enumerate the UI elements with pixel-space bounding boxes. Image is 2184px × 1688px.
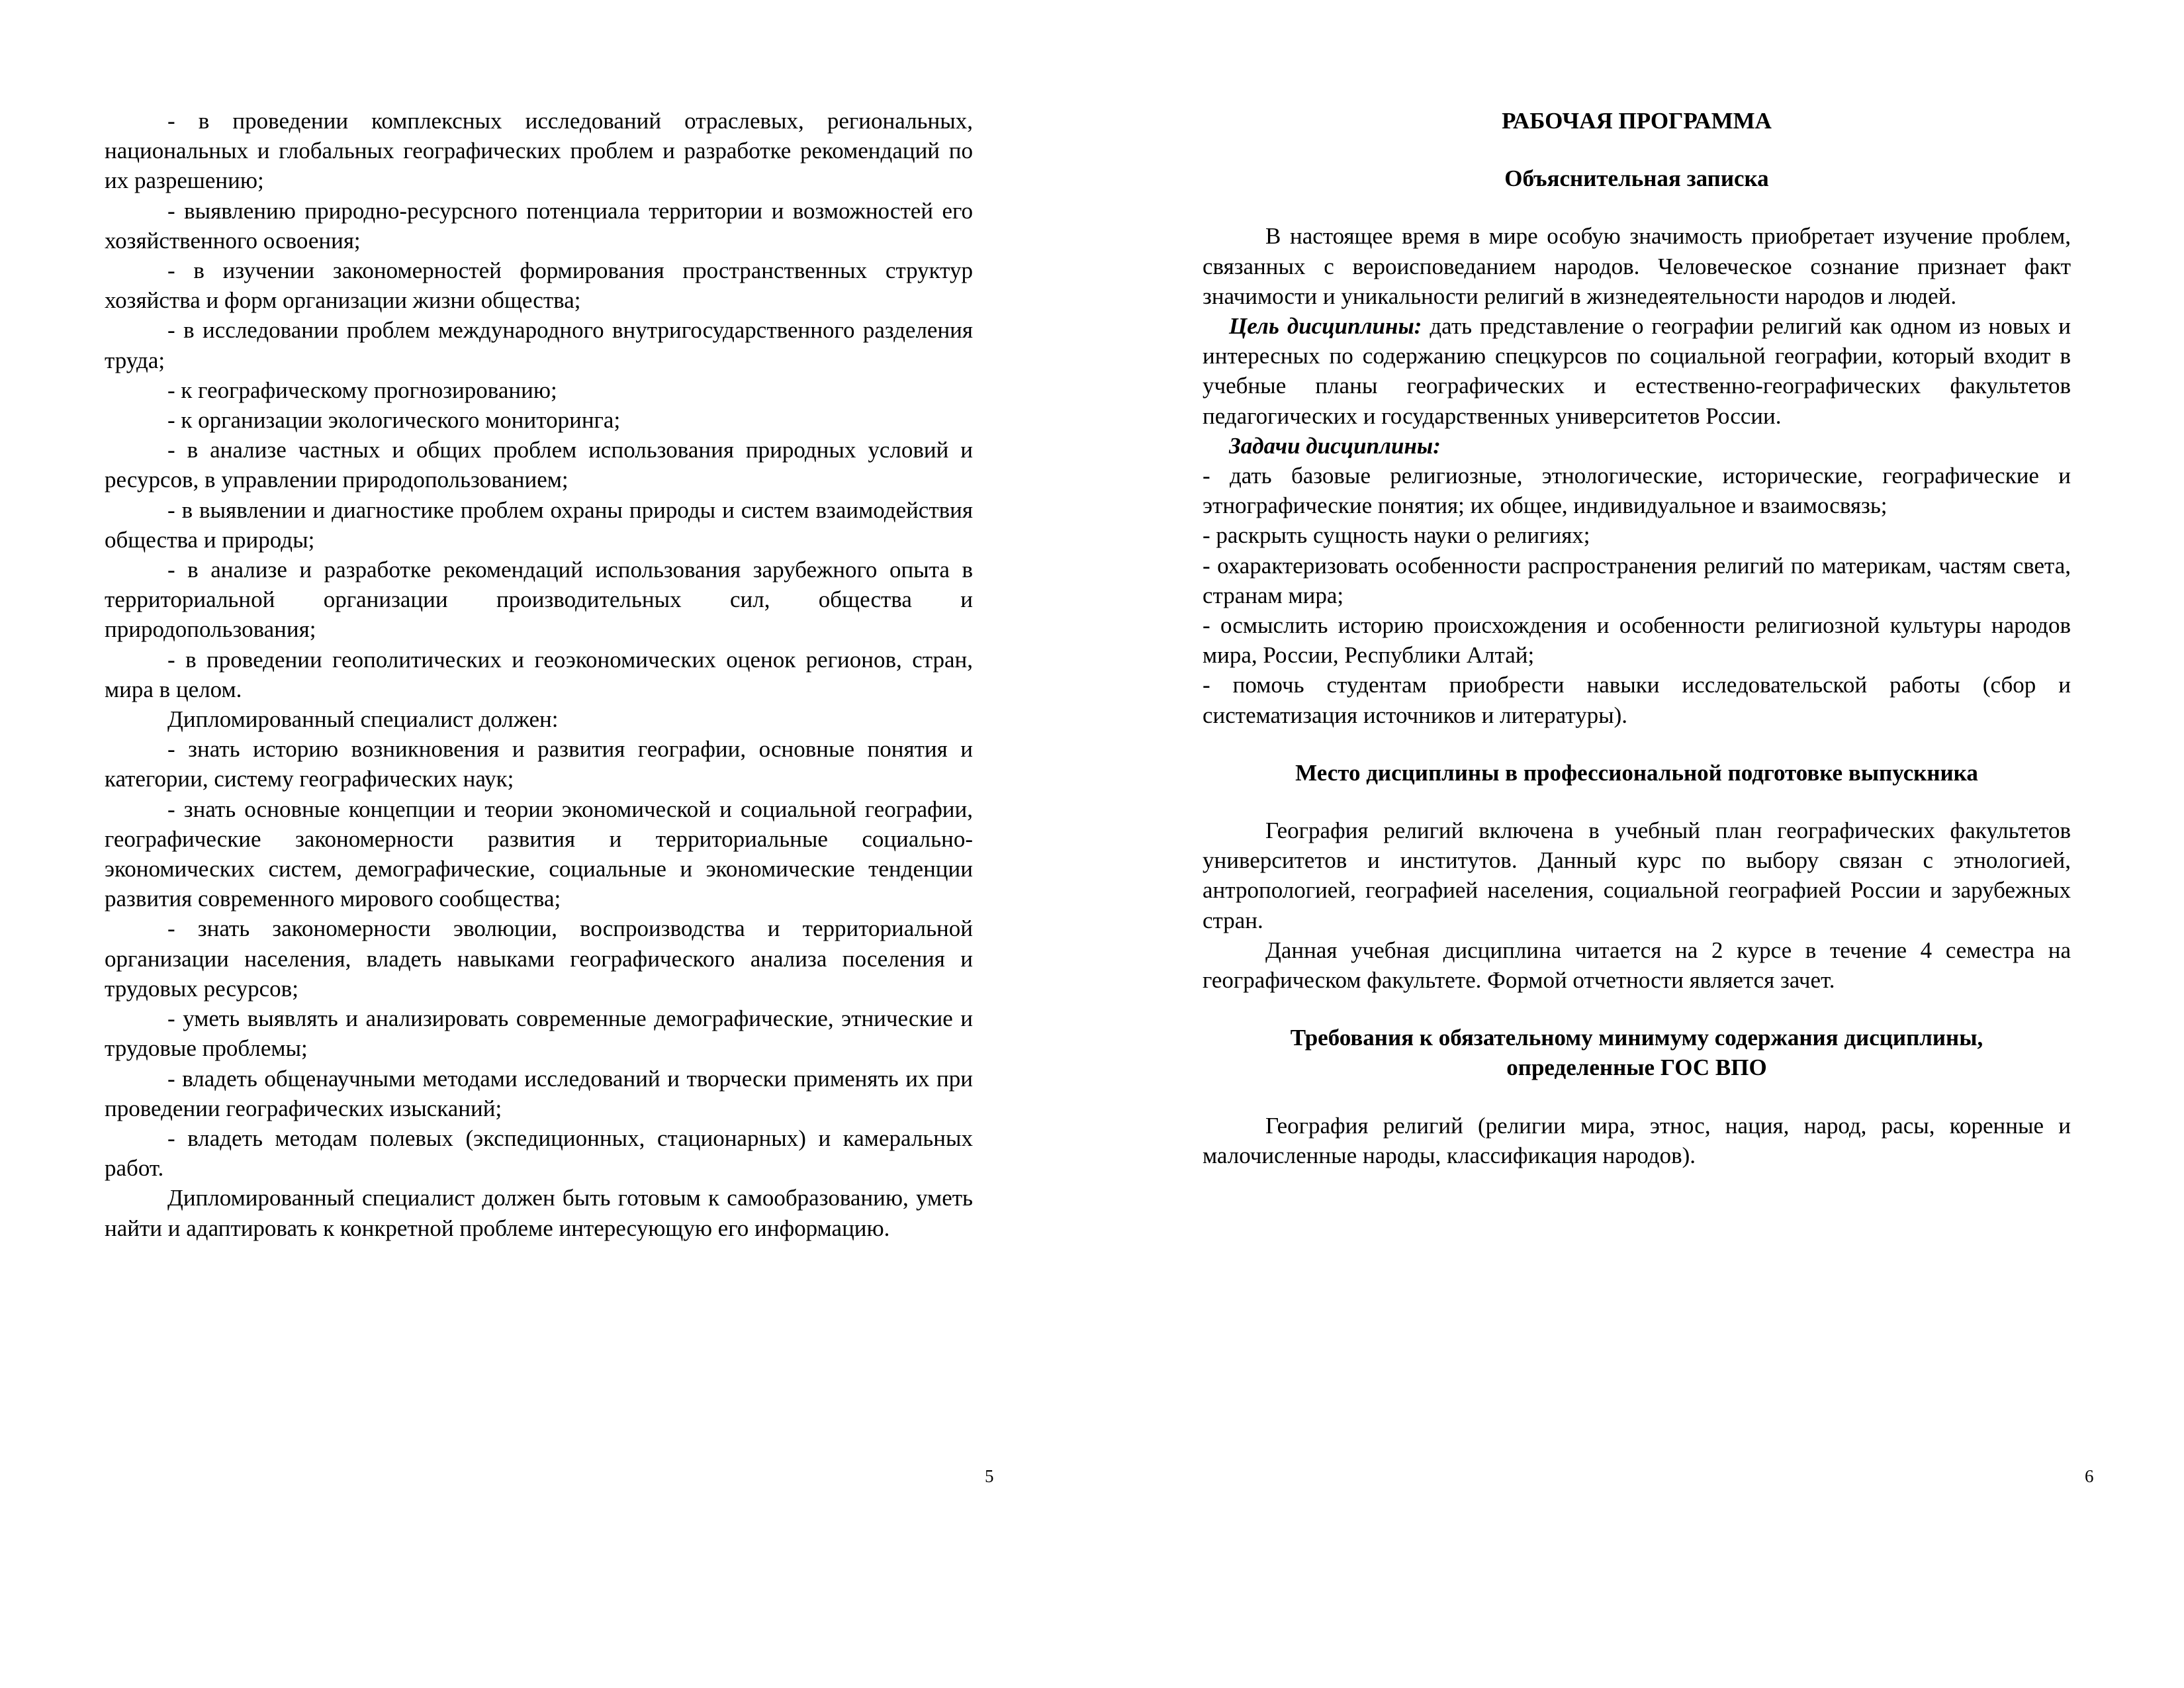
goal-label: Цель дисциплины: [1229, 313, 1422, 340]
section-heading: определенные ГОС ВПО [1506, 1055, 1767, 1081]
document-title: РАБОЧАЯ ПРОГРАММА [1502, 108, 1772, 134]
task-item: - помочь студентам приобрести навыки исследовательской работы (сбор и систематизация источников и литературы). [1203, 672, 2071, 728]
goal-paragraph [1203, 311, 2071, 431]
paragraph: - к организации экологического мониторинга; [167, 407, 621, 434]
paragraph: - уметь выявлять и анализировать современные демографические, этнические и трудовые проблемы; [105, 1006, 973, 1062]
paragraph: География религий (религии мира, этнос, нация, народ, расы, коренные и малочисленные народы, классификация народов). [1203, 1112, 2071, 1168]
paragraph: - в проведении геополитических и геоэкономических оценок регионов, стран, мира в целом. [105, 646, 973, 702]
right-page [1092, 0, 2184, 1688]
paragraph: - в анализе и разработке рекомендаций использования зарубежного опыта в территориальной организации производительных сил, общества и природопользования; [105, 557, 973, 643]
paragraph: - знать закономерности эволюции, воспроизводства и территориальной организации населения, владеть навыками географического анализа поселения и трудовых ресурсов; [105, 915, 973, 1002]
right-page-text [1203, 106, 2071, 1170]
tasks-label: Задачи дисциплины: [1229, 432, 1441, 459]
intro-paragraph: В настоящее время в мире особую значимость приобретает изучение проблем, связанных с вероисповеданием народов. Человеческое сознание признает факт значимости и уникальности религий в жизнедеятельности народов и людей. [1203, 223, 2071, 309]
paragraph: - выявлению природно-ресурсного потенциала территории и возможностей его хозяйственного освоения; [105, 197, 973, 254]
goal-text: дать представление о географии религий как одном из новых и интересных по содержанию спецкурсов по социальной географии, который входит в учебные планы географических и естественно-географических факультетов педагогических и государственных университетов России. [1203, 313, 2071, 429]
page-number: 5 [985, 1466, 994, 1486]
paragraph: - в изучении закономерностей формирования пространственных структур хозяйства и форм организации жизни общества; [105, 258, 973, 314]
page-number: 6 [2085, 1466, 2094, 1486]
task-item: - дать базовые религиозные, этнологические, исторические, географические и этнографические понятия; их общее, индивидуальное и взаимосвязь; [1203, 463, 2071, 519]
paragraph: Дипломированный специалист должен: [167, 706, 559, 733]
section-heading: Требования к обязательному минимуму содержания дисциплины, [1290, 1025, 1983, 1051]
paragraph: - знать историю возникновения и развития географии, основные понятия и категории, систему географических наук; [105, 736, 973, 792]
paragraph: - в исследовании проблем международного внутригосударственного разделения труда; [105, 317, 973, 373]
paragraph: - владеть методам полевых (экспедиционных, стационарных) и камеральных работ. [105, 1125, 973, 1182]
paragraph: География религий включена в учебный план географических факультетов университетов и институтов. Данный курс по выбору связан с этнологией, антропологией, географией населения, социальной географией России и зарубежных стран. [1203, 818, 2071, 933]
paragraph: - к географическому прогнозированию; [167, 377, 557, 403]
paragraph: Данная учебная дисциплина читается на 2 курсе в течение 4 семестра на географическом факультете. Формой отчетности является зачет. [1203, 937, 2071, 994]
task-item: - осмыслить историю происхождения и особенности религиозной культуры народов мира, России, Республики Алтай; [1203, 612, 2071, 669]
paragraph: - в проведении комплексных исследований отраслевых, региональных, национальных и глобальных географических проблем и разработке рекомендаций по их разрешению; [105, 108, 973, 194]
paragraph: - знать основные концепции и теории экономической и социальной географии, географические закономерности развития и территориальные социально-экономических систем, демографические, социальные и экономические тенденции развития современного мирового сообщества; [105, 796, 973, 912]
task-item: - охарактеризовать особенности распространения религий по материкам, частям света, странам мира; [1203, 552, 2071, 608]
paragraph: - в анализе частных и общих проблем использования природных условий и ресурсов, в управлении природопользованием; [105, 437, 973, 493]
section-heading: Объяснительная записка [1504, 165, 1769, 192]
left-page-text [105, 106, 973, 1243]
section-heading: Место дисциплины в профессиональной подготовке выпускника [1295, 759, 1978, 786]
paragraph: - в выявлении и диагностике проблем охраны природы и систем взаимодействия общества и природы; [105, 496, 973, 553]
task-item: - раскрыть сущность науки о религиях; [1203, 522, 1590, 549]
paragraph: - владеть общенаучными методами исследований и творчески применять их при проведении географических изысканий; [105, 1065, 973, 1121]
paragraph: Дипломированный специалист должен быть готовым к самообразованию, уметь найти и адаптировать к конкретной проблеме интересующую его информацию. [105, 1185, 973, 1241]
